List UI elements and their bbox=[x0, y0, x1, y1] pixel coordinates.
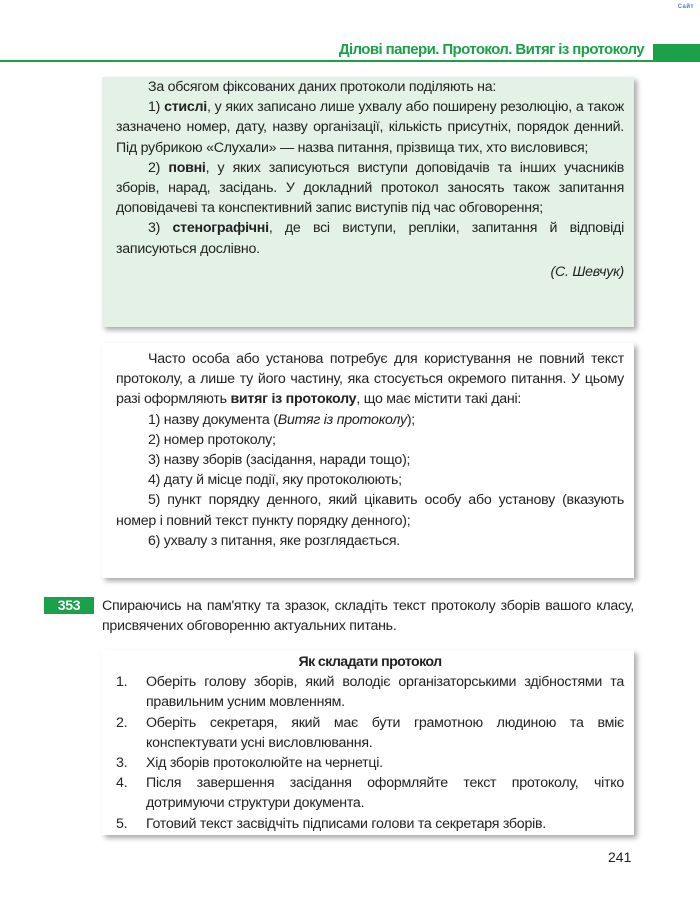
box1-item-2 bbox=[116, 158, 624, 219]
page-header bbox=[0, 40, 700, 62]
box2-item-5: 5) пункт порядку денного, який цікавить особу або установу (вказують номер і повний текст пункту порядку денного); bbox=[116, 492, 624, 529]
exercise-353 bbox=[44, 596, 634, 636]
box2-item-3: 3) назву зборів (засідання, наради тощо); bbox=[148, 452, 411, 469]
item-italic: Витяг із протоколу bbox=[277, 411, 407, 428]
item-number: 3) bbox=[148, 220, 161, 237]
protocol-extract-box bbox=[102, 343, 634, 578]
term: повні bbox=[168, 159, 206, 176]
intro-text: , що має містити такі дані: bbox=[356, 391, 522, 408]
exercise-text: Спираючись на пам'ятку та зразок, складіть текст протоколу зборів вашого класу, присвячених обговоренню актуальних питань. bbox=[102, 598, 634, 635]
memo-item-text: Оберіть секретаря, який має бути грамотною людиною та вміє конспектувати усні висловлювання. bbox=[146, 714, 624, 751]
memo-item-number: 1. bbox=[116, 674, 128, 691]
page-number: 241 bbox=[608, 849, 632, 865]
item-text: , у яких записуються виступи доповідачів та інших учасників зборів, нарад, засідань. У докладний протокол заносять також запитання доповідачеві та конспективний запис виступів під час обговорення; bbox=[116, 159, 624, 217]
term: стенографічні bbox=[172, 220, 269, 237]
header-divider bbox=[0, 60, 653, 62]
box2-item-1 bbox=[116, 410, 624, 430]
section-title: Ділові папери. Протокол. Витяг із протоколу bbox=[338, 41, 644, 58]
box1-intro: За обсягом фіксованих даних протоколи поділяють на: bbox=[148, 79, 497, 95]
memo-item-text: Після завершення засідання оформляйте текст протоколу, чітко дотримуючи структури документа. bbox=[146, 775, 624, 812]
citation-author: (С. Шевчук) bbox=[550, 263, 624, 280]
memo-box bbox=[102, 650, 634, 835]
item-text: 1) назву документа ( bbox=[148, 411, 278, 428]
box1-item-3 bbox=[116, 218, 624, 258]
publisher-logo: Сайт bbox=[677, 4, 694, 10]
term: стислі bbox=[164, 99, 207, 116]
header-accent-tab bbox=[653, 44, 700, 62]
item-text: ); bbox=[406, 411, 415, 428]
memo-item-number: 5. bbox=[116, 815, 128, 832]
item-text: , у яких записано лише ухвалу або поширену резолюцію, а також зазначено номер, дату, назву організації, кількість присутніх, порядок денний. Під рубрикою «Слухали» — назва питання, прізвища тих, хто висловився; bbox=[116, 99, 624, 156]
intro-text: Часто особа або установа потребує для користування не повний текст протоколу, а лише ту його частину, яка стосується окремого питання. У цьому разі оформляють bbox=[116, 351, 624, 408]
memo-item-text: Хід зборів протоколюйте на чернетці. bbox=[146, 755, 383, 772]
box2-item-6: 6) ухвалу з питання, яке розглядається. bbox=[148, 532, 400, 549]
term: витяг із протоколу bbox=[230, 391, 357, 408]
memo-item bbox=[116, 814, 624, 834]
memo-item bbox=[116, 773, 624, 813]
box2-item-2: 2) номер протоколу; bbox=[148, 431, 276, 448]
box2-item-4: 4) дату й місце події, яку протоколюють; bbox=[148, 472, 402, 489]
memo-item bbox=[116, 672, 624, 712]
item-number: 2) bbox=[148, 159, 161, 176]
protocol-types-box bbox=[102, 77, 634, 327]
memo-item-number: 4. bbox=[116, 775, 128, 792]
item-text: , де всі виступи, репліки, запитання й відповіді записуються дослівно. bbox=[116, 220, 624, 257]
exercise-number-badge: 353 bbox=[44, 597, 94, 614]
item-number: 1) bbox=[148, 99, 161, 116]
memo-item-number: 2. bbox=[116, 714, 128, 731]
memo-item-number: 3. bbox=[116, 755, 128, 772]
memo-item-text: Оберіть голову зборів, який володіє організаторськими здібностями та правильним усним мовленням. bbox=[146, 674, 624, 711]
box2-intro bbox=[116, 343, 624, 410]
memo-item bbox=[116, 753, 624, 773]
memo-title: Як складати протокол bbox=[298, 654, 442, 670]
memo-item bbox=[116, 713, 624, 753]
box1-item-1 bbox=[116, 97, 624, 158]
memo-item-text: Готовий текст засвідчіть підписами голови та секретаря зборів. bbox=[146, 815, 546, 832]
memo-list bbox=[116, 672, 624, 834]
